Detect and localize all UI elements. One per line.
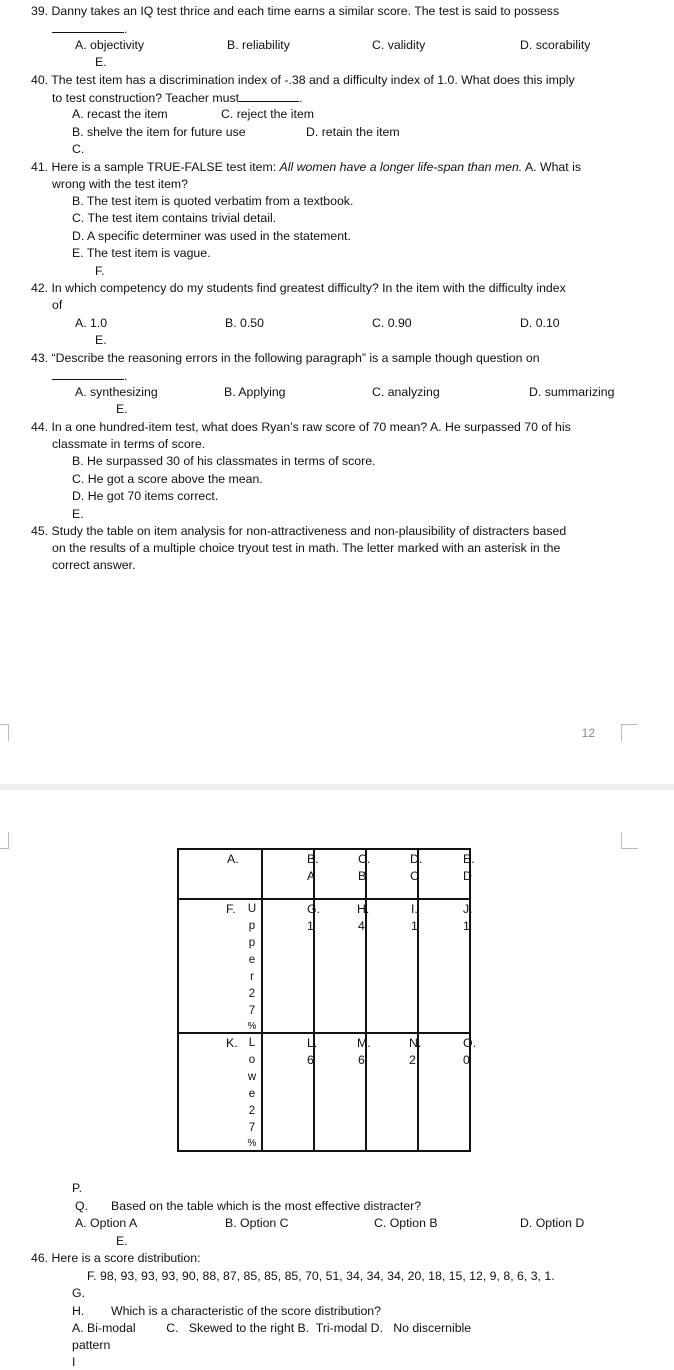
upper-cell-1	[262, 899, 320, 1033]
crop-mark-bottom-right	[621, 832, 638, 849]
q41-line2: wrong with the test item?	[52, 177, 189, 191]
q41-line1-post: A. What is	[522, 160, 581, 174]
lower-vchar: e	[248, 1088, 256, 1100]
q45-line1: 45. Study the table on item analysis for non-attractiveness and non-plausibility of distracters based	[31, 524, 567, 538]
q46-distribution: F. 98, 93, 93, 93, 90, 88, 87, 85, 85, 85, 70, 51, 34, 34, 34, 20, 18, 15, 12, 9, 8, 6, 3, 1.	[87, 1269, 555, 1283]
crop-mark-top-left	[0, 724, 9, 741]
header-cell-2-option: B	[358, 869, 367, 883]
page-separator	[0, 784, 674, 790]
upper-vchar: 7	[248, 1005, 256, 1017]
page-number: 12	[581, 726, 595, 740]
q40-option-a: A. recast the item	[72, 107, 168, 121]
lower-cell-1-value: 6	[307, 1053, 314, 1067]
q41-option-c: C. The test item contains trivial detail.	[72, 211, 277, 225]
q45b-question: Based on the table which is the most effective distracter?	[111, 1199, 422, 1213]
q46-options-cont: pattern	[72, 1338, 111, 1352]
upper-vchar: p	[248, 920, 256, 932]
table-row-lower	[178, 1033, 470, 1151]
q43-option-a: A. synthesizing	[75, 385, 158, 399]
q43-blank: .	[52, 368, 127, 384]
q45b-option-c: C. Option B	[374, 1216, 438, 1230]
upper-vchar: 2	[248, 988, 256, 1000]
lower-vchar: 7	[248, 1122, 256, 1134]
lower-label-cell	[178, 1033, 262, 1151]
lower-cell-4	[418, 1033, 476, 1151]
lower-cell-3	[366, 1033, 422, 1151]
upper-cell-4	[418, 899, 473, 1033]
q43-extra: E.	[116, 402, 128, 416]
q41-line1-italic: All women have a longer life-span than men.	[279, 160, 523, 174]
q45b-option-d: D. Option D	[520, 1216, 585, 1230]
lower-cell-4-letter: O.	[463, 1036, 476, 1050]
upper-cell-3-value: 1	[411, 919, 418, 933]
header-cell-0-text: A.	[227, 852, 239, 866]
header-cell-4-option: D	[463, 869, 472, 883]
header-cell-1-letter: B.	[307, 852, 319, 866]
lower-cell-1-letter: L.	[307, 1036, 318, 1050]
upper-cell-3-letter: I.	[411, 902, 418, 916]
lower-cell-2-letter: M.	[357, 1036, 371, 1050]
q40-line2-text: to test construction? Teacher must	[52, 91, 240, 105]
q42-line2: of	[52, 298, 63, 312]
lower-vchar: w	[247, 1071, 257, 1083]
upper-vchar: e	[248, 954, 256, 966]
crop-mark-bottom-left	[0, 832, 9, 849]
header-cell-0	[178, 849, 262, 899]
header-cell-3	[366, 849, 423, 899]
header-cell-3-option: C	[410, 869, 419, 883]
table-row-upper	[178, 899, 470, 1033]
q42-option-b: B. 0.50	[225, 316, 264, 330]
q40-option-d: D. retain the item	[306, 125, 400, 139]
q39-blank: .	[52, 21, 127, 37]
q45b-extra: E.	[116, 1234, 128, 1248]
q42-option-d: D. 0.10	[520, 316, 560, 330]
q44-option-b: B. He surpassed 30 of his classmates in terms of score.	[72, 454, 376, 468]
q45b-option-a: A. Option A	[75, 1216, 138, 1230]
upper-cell-1-value: 1	[307, 919, 314, 933]
header-cell-4-letter: E.	[463, 852, 475, 866]
q45-line2: on the results of a multiple choice tryout test in math. The letter marked with an asterisk in the	[52, 541, 561, 555]
header-cell-2-letter: C.	[358, 852, 371, 866]
q46-question: Which is a characteristic of the score distribution?	[111, 1304, 381, 1318]
q39-option-a: A. objectivity	[75, 38, 145, 52]
lower-vchar: o	[248, 1054, 256, 1066]
upper-vchar: %	[247, 1021, 257, 1032]
header-cell-3-letter: D.	[410, 852, 423, 866]
q44-option-d: D. He got 70 items correct.	[72, 489, 219, 503]
header-cell-4	[418, 849, 475, 899]
upper-vchar: r	[250, 971, 254, 983]
q45b-q-label: Q.	[75, 1199, 88, 1213]
upper-cell-2-value: 4	[358, 919, 365, 933]
lower-vchar: L	[248, 1037, 256, 1049]
lower-cell-1	[262, 1033, 318, 1151]
q41-line1-pre: 41. Here is a sample TRUE-FALSE test item:	[31, 160, 280, 174]
header-cell-2	[314, 849, 371, 899]
q40-option-c: C. reject the item	[221, 107, 314, 121]
upper-cell-2	[314, 899, 370, 1033]
q46-g: G.	[72, 1286, 85, 1300]
upper-label-cell	[178, 899, 262, 1033]
q39-extra: E.	[95, 55, 107, 69]
upper-cell-2-letter: H.	[357, 902, 370, 916]
q40-extra: C.	[72, 142, 85, 156]
q42-option-a: A. 1.0	[75, 316, 108, 330]
q46-h-label: H.	[72, 1304, 85, 1318]
q42-extra: E.	[95, 333, 107, 347]
q46-cut-letter: I	[72, 1355, 76, 1369]
q41-option-b: B. The test item is quoted verbatim from a textbook.	[72, 194, 354, 208]
q44-line1: 44. In a one hundred-item test, what does Ryan’s raw score of 70 mean? A. He surpassed 70 of his	[31, 420, 571, 434]
q42-option-c: C. 0.90	[372, 316, 412, 330]
q45b-option-b: B. Option C	[225, 1216, 289, 1230]
q44-extra: E.	[72, 507, 84, 521]
q39-option-c: C. validity	[372, 38, 426, 52]
q39-stem: 39. Danny takes an IQ test thrice and each time earns a similar score. The test is said to possess	[31, 4, 560, 18]
q45-line3: correct answer.	[52, 558, 136, 572]
lower-cell-2-value: 6	[358, 1053, 365, 1067]
upper-cell-3	[366, 899, 418, 1033]
q45b-p: P.	[72, 1181, 83, 1195]
q46-stem: 46. Here is a score distribution:	[31, 1251, 201, 1265]
q43-option-b: B. Applying	[224, 385, 286, 399]
q41-option-d: D. A specific determiner was used in the statement.	[72, 229, 351, 243]
table-header-row	[178, 849, 470, 899]
q44-option-c: C. He got a score above the mean.	[72, 472, 263, 486]
q41-option-e: E. The test item is vague.	[72, 246, 211, 260]
upper-cell-1-letter: G.	[307, 902, 320, 916]
header-cell-1-option: A	[307, 869, 316, 883]
upper-label-letter: F.	[226, 902, 236, 916]
q40-option-b: B. shelve the item for future use	[72, 125, 246, 139]
q40-line1: 40. The test item has a discrimination index of -.38 and a difficulty index of 1.0. What does this imply	[31, 73, 575, 87]
item-analysis-table	[177, 848, 476, 1152]
lower-vchar: %	[247, 1138, 257, 1149]
q43-line1: 43. “Describe the reasoning errors in the following paragraph” is a sample though question on	[31, 351, 540, 365]
header-cell-1	[262, 849, 319, 899]
q42-line1: 42. In which competency do my students find greatest difficulty? In the item with the difficulty index	[31, 281, 566, 295]
lower-cell-2	[314, 1033, 371, 1151]
q44-line2: classmate in terms of score.	[52, 437, 206, 451]
upper-cell-4-value: 1	[463, 919, 470, 933]
q43-option-c: C. analyzing	[372, 385, 440, 399]
q46-options: A. Bi-modal C. Skewed to the right B. Tri-modal D. No discernible	[72, 1321, 472, 1335]
upper-vchar: U	[247, 903, 257, 915]
q43-option-d: D. summarizing	[529, 385, 615, 399]
lower-cell-3-letter: N.	[409, 1036, 422, 1050]
lower-vchar: 2	[248, 1105, 256, 1117]
upper-vchar: p	[248, 937, 256, 949]
q39-option-d: D. scorability	[520, 38, 591, 52]
crop-mark-top-right	[621, 724, 638, 741]
q41-line1	[31, 160, 581, 175]
q41-extra: F.	[95, 264, 105, 278]
q39-option-b: B. reliability	[227, 38, 290, 52]
lower-cell-3-value: 2	[409, 1053, 416, 1067]
upper-cell-4-letter: J.	[463, 902, 473, 916]
lower-label-letter: K.	[226, 1036, 238, 1050]
lower-cell-4-value: 0	[463, 1053, 470, 1067]
q40-line2: to test construction? Teacher must .	[52, 91, 303, 105]
